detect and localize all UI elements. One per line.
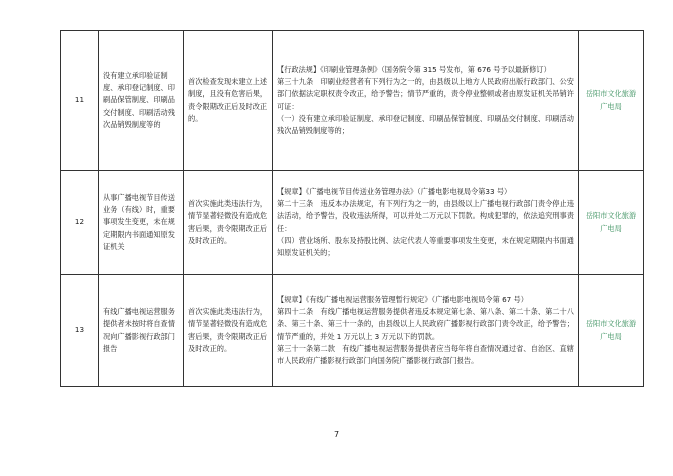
basis-paragraph: 第三十九条 印刷业经营者有下列行为之一的，由县级以上地方人民政府出版行政部门、公安部门依据法定职权责令改正，给予警告；情节严重的，责令停业整顿或者由原发证机关吊销许可证： [277,76,574,111]
basis-paragraph: 第二十三条 违反本办法规定，有下列行为之一的，由县级以上广播电视行政部门责令停止违法活动，给予警告，没收违法所得，可以并处二万元以下罚款。构成犯罪的，依法追究刑事责任： [277,198,574,233]
basis-paragraph: （一）没有建立承印验证制度、承印登记制度、印刷品保管制度、印刷品交付制度、印刷活动残次品销毁制度等的； [277,113,574,136]
table-row [61,31,644,171]
basis-paragraph: 【规章】《有线广播电视运营服务管理暂行规定》（广播电影电视局令第 67 号） [277,294,528,304]
page-number: 7 [333,430,340,439]
basis-paragraph: 【规章】《广播电视节目传送业务管理办法》（广播电影电视局令第33 号） [277,186,512,196]
basis-paragraph: 第四十二条 有线广播电视运营服务提供者违反本规定第七条、第八条、第二十条、第二十八条、第三十条、第三十一条的，由县级以上人民政府广播影视行政部门责令改正，给予警告；情节严重的，并处 1 万元以上 3 万元以下的罚款。 [277,306,574,341]
basis-paragraph: （四）营业场所、股东及持股比例、法定代表人等重要事项发生变更，未在规定期限内书面通知原发证机关的； [277,235,574,258]
leniency-condition: 首次实施此类违法行为，情节显著轻微没有造成危害后果，责令限期改正后及时改正的。 [184,275,273,387]
basis-paragraph: 【行政法规】《印刷业管理条例》（国务院令第 315 号发布，第 676 号予以最新修订） [277,64,551,74]
leniency-condition: 首次实施此类违法行为，情节显著轻微没有造成危害后果，责令限期改正后及时改正的。 [184,171,273,275]
violation-description: 没有建立承印验证制度、承印登记制度、印刷品保管制度、印刷品交付制度、印刷活动残次品销毁制度等的 [99,31,184,171]
row-number: 11 [61,31,99,171]
penalty-table [60,30,644,387]
basis-paragraph: 第三十一条第二款 有线广播电视运营服务提供者应当每年将自查情况通过省、自治区、直辖市人民政府广播影视行政部门向国务院广播影视行政部门报告。 [277,343,574,366]
violation-description: 从事广播电视节目传送业务（有线）时，重要事项发生变更，未在规定期限内书面通知原发证机关 [99,171,184,275]
enforcement-department: 岳阳市文化旅游广电局 [579,171,644,275]
legal-basis [273,171,579,275]
enforcement-department: 岳阳市文化旅游广电局 [579,275,644,387]
table-row [61,275,644,387]
enforcement-department: 岳阳市文化旅游广电局 [579,31,644,171]
violation-description: 有线广播电视运营服务提供者未按时将自查情况向广播影视行政部门报告 [99,275,184,387]
row-number: 13 [61,275,99,387]
row-number: 12 [61,171,99,275]
table-row [61,171,644,275]
legal-basis [273,31,579,171]
legal-basis [273,275,579,387]
leniency-condition: 首次检查发现未建立上述制度，且没有危害后果，责令限期改正后及时改正的。 [184,31,273,171]
